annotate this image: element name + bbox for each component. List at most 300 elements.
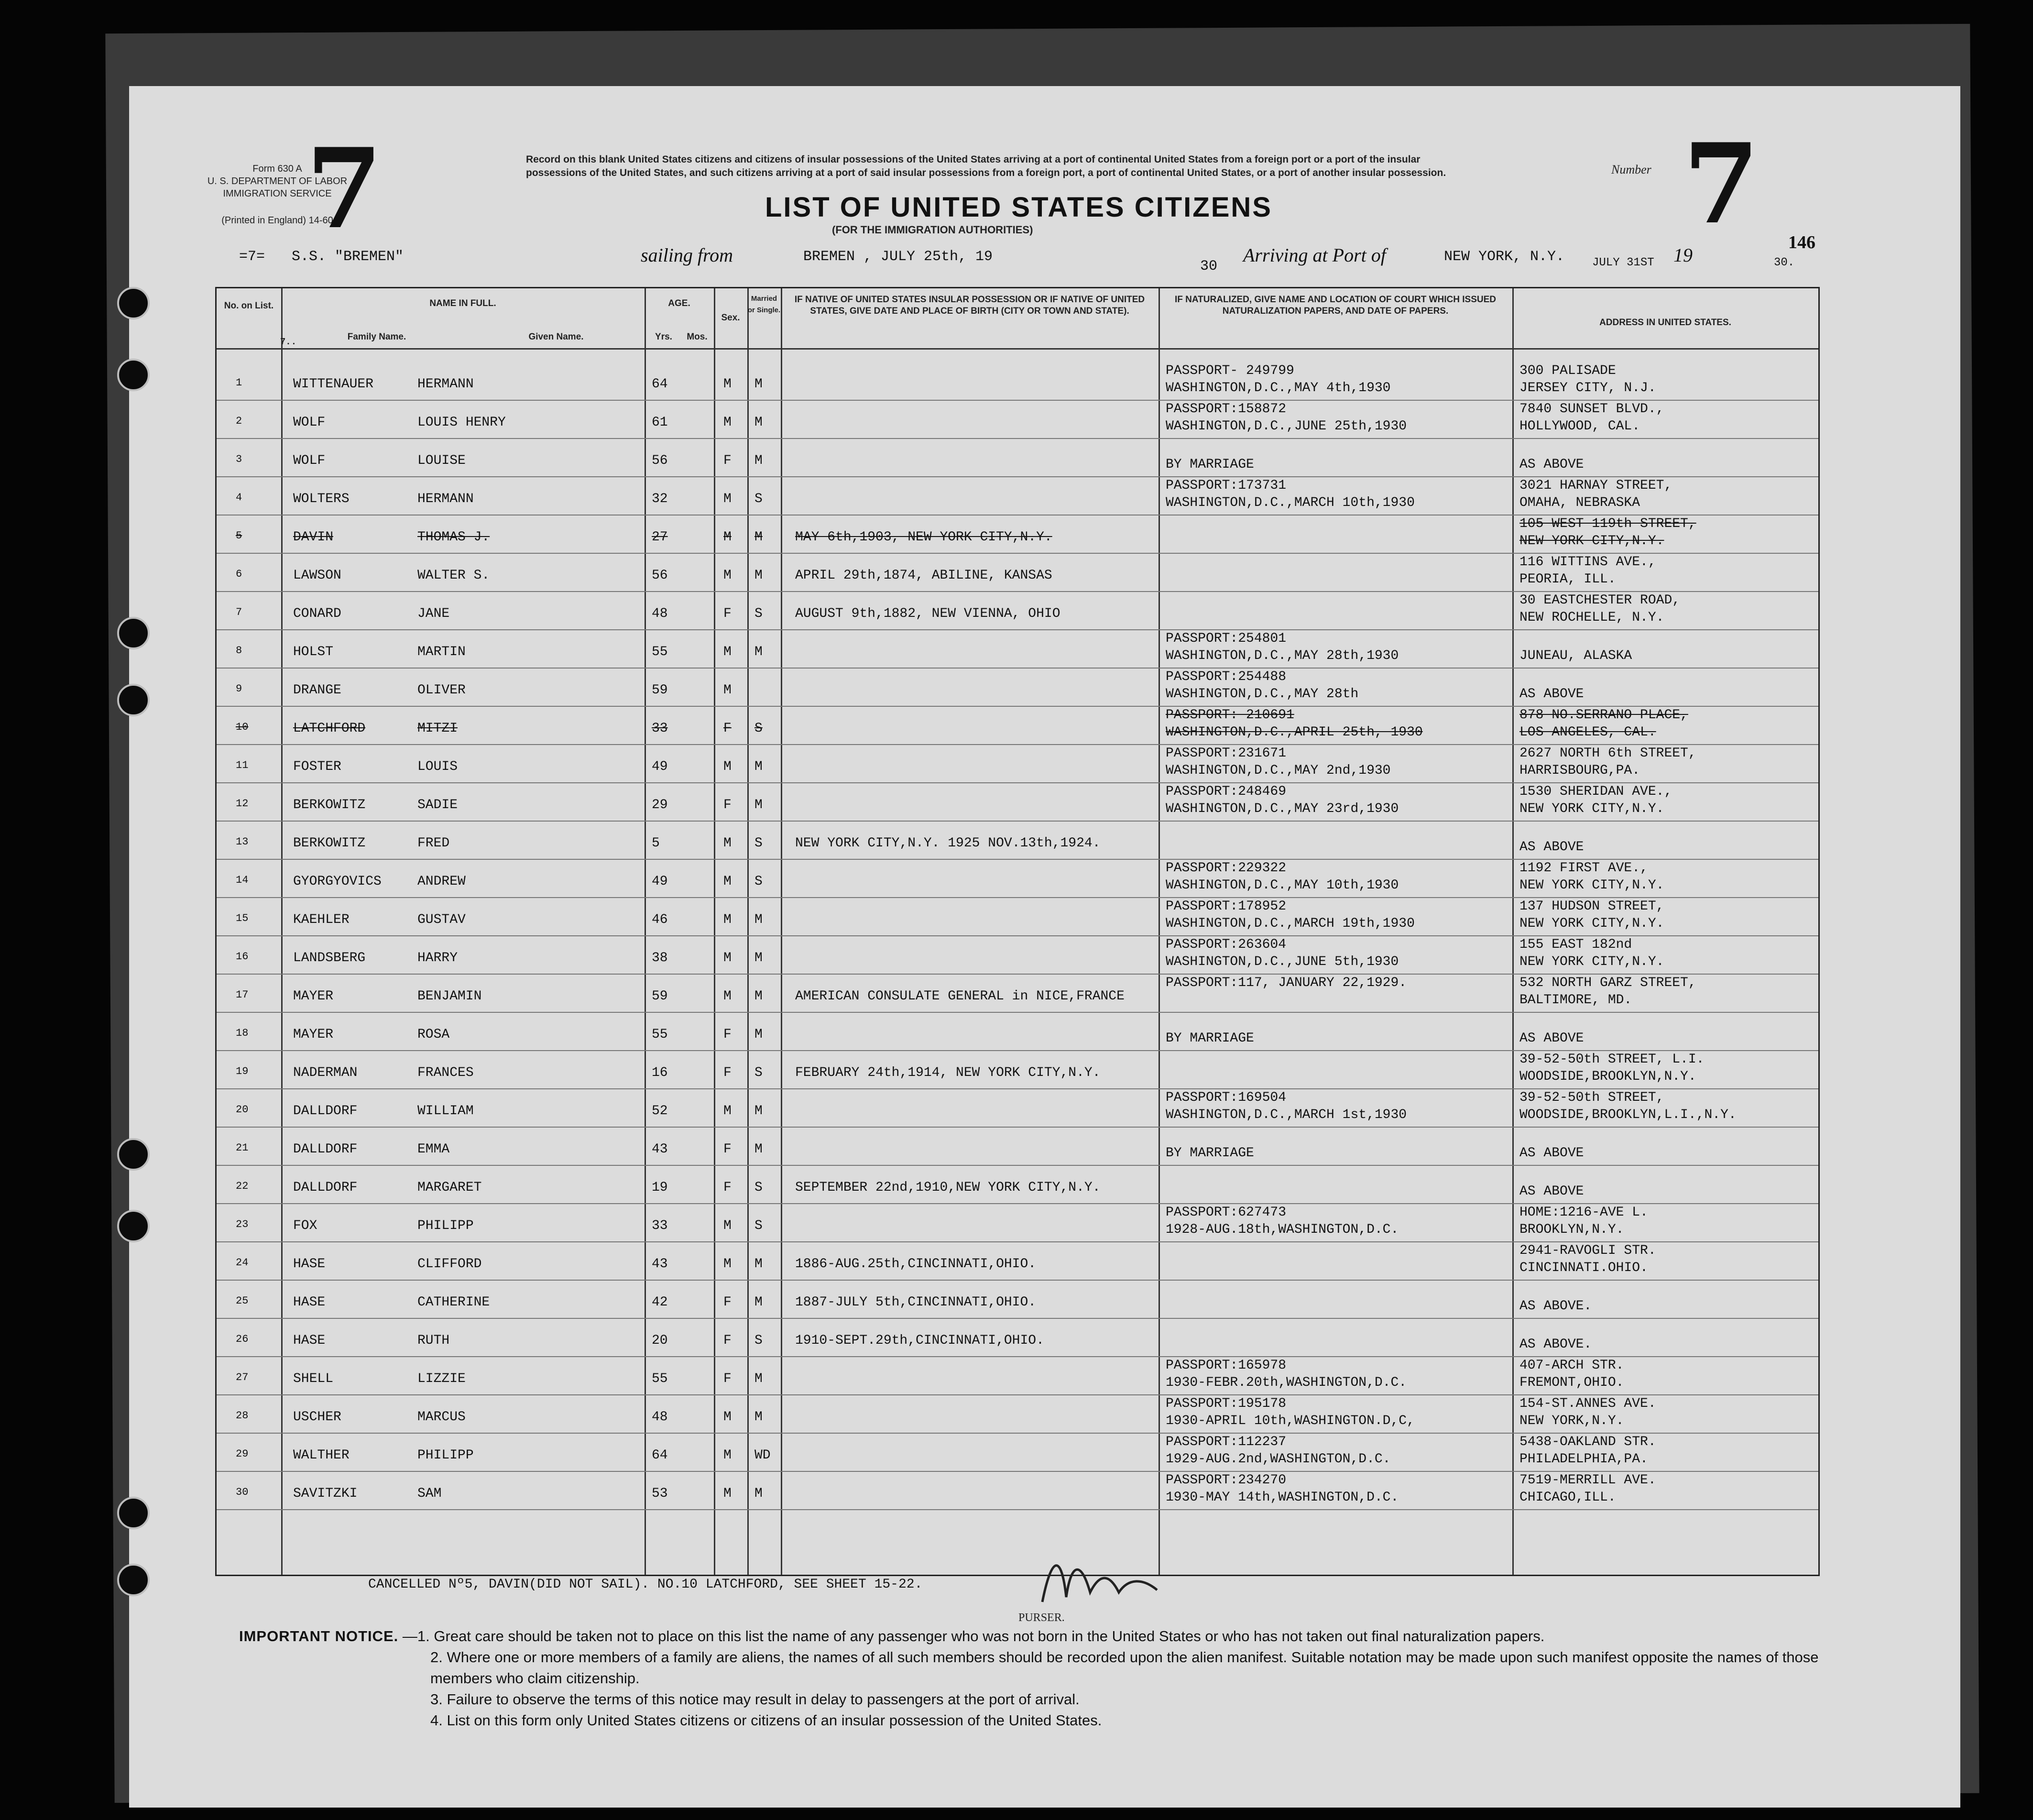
table-row xyxy=(217,1128,1818,1165)
cell-ms: M xyxy=(754,912,763,927)
cancellation-note: CANCELLED Nº5, DAVIN(DID NOT SAIL). NO.10 LATCHFORD, SEE SHEET 15-22. xyxy=(368,1577,923,1592)
cell-addr2: CHICAGO,ILL. xyxy=(1519,1490,1616,1505)
cell-sex: F xyxy=(723,1065,732,1080)
voyage-line xyxy=(239,244,1817,274)
cell-addr1: HOME:1216-AVE L. xyxy=(1519,1205,1648,1220)
arrival-year: 30. xyxy=(1774,256,1795,269)
cell-nat2: WASHINGTON,D.C.,JUNE 25th,1930 xyxy=(1166,419,1407,434)
cell-birth: 1886-AUG.25th,CINCINNATI,OHIO. xyxy=(795,1257,1037,1272)
cell-sex: F xyxy=(723,1142,732,1157)
cell-addr2: AS ABOVE. xyxy=(1519,1299,1592,1314)
col-no: No. on List. xyxy=(224,301,274,311)
cell-given: WILLIAM xyxy=(417,1104,474,1118)
cell-nat1: PASSPORT:158872 xyxy=(1166,402,1287,417)
cell-given: BENJAMIN xyxy=(417,989,482,1004)
cell-age: 32 xyxy=(652,492,668,506)
cell-addr2: CINCINNATI.OHIO. xyxy=(1519,1261,1648,1275)
table-row xyxy=(217,1013,1818,1050)
table-row xyxy=(217,1472,1818,1509)
cell-given: HERMANN xyxy=(417,377,474,392)
table-row xyxy=(217,439,1818,476)
notice-item-1: —1. Great care should be taken not to place on this list the name of any passenger who was not born in the United States or who has not taken out final naturalization papers. xyxy=(402,1628,1545,1645)
cell-sex: M xyxy=(723,1104,732,1118)
cell-ms: M xyxy=(754,1027,763,1042)
cell-n: 21 xyxy=(236,1142,249,1154)
punch-hole xyxy=(117,1497,150,1529)
handwritten-number-right: 7 xyxy=(1683,120,1760,249)
voyage-prefix: =7= xyxy=(239,249,265,265)
sailing-year: 30 xyxy=(1200,258,1218,274)
cell-n: 25 xyxy=(236,1295,249,1307)
purser-label: PURSER. xyxy=(1018,1612,1065,1624)
table-row xyxy=(217,975,1818,1012)
cell-sex: M xyxy=(723,1448,732,1463)
cell-addr2: BROOKLYN,N.Y. xyxy=(1519,1222,1624,1237)
cell-nat2: WASHINGTON,D.C.,JUNE 5th,1930 xyxy=(1166,954,1399,969)
cell-n: 10 xyxy=(236,721,249,733)
page-title: LIST OF UNITED STATES CITIZENS xyxy=(765,192,1272,223)
notice-item-3: 3. Failure to observe the terms of this notice may result in delay to passengers at the port of arrival. xyxy=(430,1691,1080,1708)
punch-hole xyxy=(117,617,150,649)
col-native: IF NATIVE OF UNITED STATES INSULAR POSSESSION OR IF NATIVE OF UNITED STATES, GIVE DATE AND PLACE OF BIRTH (CITY OR TOWN AND STATE). xyxy=(794,295,1145,316)
cell-addr1: 137 HUDSON STREET, xyxy=(1519,899,1664,914)
cell-addr2: HOLLYWOOD, CAL. xyxy=(1519,419,1640,434)
cell-age: 56 xyxy=(652,568,668,583)
cell-addr1: 1192 FIRST AVE., xyxy=(1519,861,1648,876)
cell-addr2: BALTIMORE, MD. xyxy=(1519,993,1632,1008)
table-row xyxy=(217,1166,1818,1203)
cell-n: 13 xyxy=(236,836,249,848)
table-row xyxy=(217,401,1818,438)
purser-signature xyxy=(1033,1545,1176,1619)
table-row xyxy=(217,1281,1818,1318)
cell-given: LOUIS xyxy=(417,759,458,774)
cell-addr2: NEW ROCHELLE, N.Y. xyxy=(1519,610,1664,625)
cell-nat1: PASSPORT:627473 xyxy=(1166,1205,1287,1220)
cell-family: HASE xyxy=(293,1295,326,1310)
service-name: IMMIGRATION SERVICE xyxy=(223,188,332,199)
arriving-label: Arriving at Port of xyxy=(1243,244,1386,266)
cell-age: 49 xyxy=(652,874,668,889)
cell-age: 56 xyxy=(652,453,668,468)
cell-sex: M xyxy=(723,836,732,851)
cell-ms: M xyxy=(754,759,763,774)
cell-n: 17 xyxy=(236,989,249,1001)
cell-nat1: PASSPORT:165978 xyxy=(1166,1358,1287,1373)
cell-sex: F xyxy=(723,1180,732,1195)
table-row xyxy=(217,515,1818,553)
cell-addr2: NEW YORK CITY,N.Y. xyxy=(1519,916,1664,931)
cell-age: 19 xyxy=(652,1180,668,1195)
col-name: NAME IN FULL. xyxy=(429,298,496,308)
cell-age: 64 xyxy=(652,1448,668,1463)
cell-sex: M xyxy=(723,951,732,965)
cell-sex: F xyxy=(723,798,732,812)
col-married: Married or Single. xyxy=(747,295,781,314)
cell-ms: M xyxy=(754,1295,763,1310)
notice-lead: IMPORTANT NOTICE. xyxy=(239,1628,399,1645)
cell-sex: F xyxy=(723,1333,732,1348)
cell-given: FRED xyxy=(417,836,450,851)
cell-sex: M xyxy=(723,1410,732,1425)
cell-birth: AUGUST 9th,1882, NEW VIENNA, OHIO xyxy=(795,606,1060,621)
cell-sex: M xyxy=(723,874,732,889)
cell-ms: M xyxy=(754,1142,763,1157)
cell-family: WOLTERS xyxy=(293,492,350,506)
cell-nat2: BY MARRIAGE xyxy=(1166,1031,1254,1046)
cell-nat2: WASHINGTON,D.C.,MAY 10th,1930 xyxy=(1166,878,1399,893)
cell-family: WOLF xyxy=(293,415,326,430)
cell-age: 53 xyxy=(652,1486,668,1501)
punch-holes xyxy=(0,0,129,1820)
cell-sex: M xyxy=(723,683,732,698)
cell-nat2: 1929-AUG.2nd,WASHINGTON,D.C. xyxy=(1166,1452,1391,1467)
cell-family: BERKOWITZ xyxy=(293,836,366,851)
cell-n: 4 xyxy=(236,492,242,504)
cell-nat1: PASSPORT:254801 xyxy=(1166,631,1287,646)
table-row xyxy=(217,1357,1818,1394)
cell-addr2: AS ABOVE xyxy=(1519,457,1584,472)
cell-birth: 1910-SEPT.29th,CINCINNATI,OHIO. xyxy=(795,1333,1044,1348)
cell-age: 52 xyxy=(652,1104,668,1118)
sailing-label: sailing from xyxy=(641,244,733,266)
table-row xyxy=(217,592,1818,629)
cell-family: MAYER xyxy=(293,989,334,1004)
cell-given: LIZZIE xyxy=(417,1371,466,1386)
table-row xyxy=(217,707,1818,744)
cell-age: 55 xyxy=(652,1371,668,1386)
cell-nat1: PASSPORT:169504 xyxy=(1166,1090,1287,1105)
cell-family: NADERMAN xyxy=(293,1065,358,1080)
cell-nat2: WASHINGTON,D.C.,MARCH 19th,1930 xyxy=(1166,916,1415,931)
cell-family: HOLST xyxy=(293,645,334,659)
cell-sex: M xyxy=(723,415,732,430)
cell-given: RUTH xyxy=(417,1333,450,1348)
cell-family: WALTHER xyxy=(293,1448,350,1463)
print-note: (Printed in England) 14-60 xyxy=(221,215,333,226)
cell-nat1: PASSPORT:231671 xyxy=(1166,746,1287,761)
cell-age: 20 xyxy=(652,1333,668,1348)
cell-addr2: AS ABOVE xyxy=(1519,1031,1584,1046)
cell-addr1: 7840 SUNSET BLVD., xyxy=(1519,402,1664,417)
table-row xyxy=(217,822,1818,859)
cell-family: DALLDORF xyxy=(293,1104,358,1118)
cell-addr1: 2941-RAVOGLI STR. xyxy=(1519,1243,1656,1258)
table-row xyxy=(217,783,1818,821)
cell-ms: M xyxy=(754,1257,763,1272)
cell-n: 5 xyxy=(236,530,242,542)
cell-family: LAWSON xyxy=(293,568,341,583)
cell-ms: M xyxy=(754,989,763,1004)
cell-ms: S xyxy=(754,1333,763,1348)
cell-addr1: 407-ARCH STR. xyxy=(1519,1358,1624,1373)
cell-age: 55 xyxy=(652,1027,668,1042)
cell-given: WALTER S. xyxy=(417,568,490,583)
cell-given: JANE xyxy=(417,606,450,621)
cell-ms: M xyxy=(754,568,763,583)
col-naturalized: IF NATURALIZED, GIVE NAME AND LOCATION OF COURT WHICH ISSUED NATURALIZATION PAPERS, AND DATE OF PAPERS. xyxy=(1174,295,1496,316)
cell-n: 8 xyxy=(236,645,242,657)
sailing-from: BREMEN , JULY 25th, 19 xyxy=(803,249,993,265)
cell-age: 55 xyxy=(652,645,668,659)
punch-hole xyxy=(117,1564,150,1596)
cell-given: HERMANN xyxy=(417,492,474,506)
cell-age: 59 xyxy=(652,683,668,698)
table-row xyxy=(217,1089,1818,1127)
cell-addr1: 5438-OAKLAND STR. xyxy=(1519,1435,1656,1449)
cell-given: PHILIPP xyxy=(417,1218,474,1233)
cell-nat2: 1930-MAY 14th,WASHINGTON,D.C. xyxy=(1166,1490,1399,1505)
arrival-date: JULY 31ST xyxy=(1592,256,1654,269)
cell-n: 28 xyxy=(236,1410,249,1422)
cell-given: HARRY xyxy=(417,951,458,965)
cell-ms: M xyxy=(754,530,763,545)
table-row xyxy=(217,477,1818,515)
cell-nat1: PASSPORT:229322 xyxy=(1166,861,1287,876)
table-row xyxy=(217,669,1818,706)
cell-sex: M xyxy=(723,1257,732,1272)
cell-given: CLIFFORD xyxy=(417,1257,482,1272)
table-row xyxy=(217,1395,1818,1433)
cell-age: 43 xyxy=(652,1142,668,1157)
cell-given: OLIVER xyxy=(417,683,466,698)
cell-given: LOUISE xyxy=(417,453,466,468)
cell-sex: M xyxy=(723,1486,732,1501)
cell-family: HASE xyxy=(293,1257,326,1272)
cell-ms: M xyxy=(754,453,763,468)
cell-addr2: AS ABOVE xyxy=(1519,1184,1584,1199)
cell-family: MAYER xyxy=(293,1027,334,1042)
cell-n: 14 xyxy=(236,874,249,886)
cell-family: FOX xyxy=(293,1218,317,1233)
cell-nat2: 1930-APRIL 10th,WASHINGTON.D,C, xyxy=(1166,1414,1415,1428)
table-row xyxy=(217,936,1818,974)
cell-sex: F xyxy=(723,453,732,468)
cell-n: 1 xyxy=(236,377,242,389)
cell-family: SHELL xyxy=(293,1371,334,1386)
cell-nat2: BY MARRIAGE xyxy=(1166,1146,1254,1161)
cell-sex: F xyxy=(723,1371,732,1386)
cell-given: GUSTAV xyxy=(417,912,466,927)
cell-ms: M xyxy=(754,377,763,392)
cell-age: 43 xyxy=(652,1257,668,1272)
cell-age: 59 xyxy=(652,989,668,1004)
cell-addr2: HARRISBOURG,PA. xyxy=(1519,763,1640,778)
cell-addr1: 2627 NORTH 6th STREET, xyxy=(1519,746,1696,761)
cell-family: DRANGE xyxy=(293,683,341,698)
cell-sex: M xyxy=(723,377,732,392)
cell-given: EMMA xyxy=(417,1142,450,1157)
cell-n: 24 xyxy=(236,1257,249,1269)
cell-n: 6 xyxy=(236,568,242,580)
cell-nat1: PASSPORT:234270 xyxy=(1166,1473,1287,1488)
cell-family: USCHER xyxy=(293,1410,341,1425)
cell-family: FOSTER xyxy=(293,759,341,774)
cell-age: 64 xyxy=(652,377,668,392)
cell-given: SAM xyxy=(417,1486,442,1501)
cell-addr2: WOODSIDE,BROOKLYN,L.I.,N.Y. xyxy=(1519,1107,1737,1122)
cell-n: 20 xyxy=(236,1104,249,1116)
cell-ms: S xyxy=(754,874,763,889)
cell-nat2: 1930-FEBR.20th,WASHINGTON,D.C. xyxy=(1166,1375,1407,1390)
col-given: Given Name. xyxy=(528,332,584,342)
cell-sex: M xyxy=(723,989,732,1004)
cell-family: GYORGYOVICS xyxy=(293,874,382,889)
cell-nat1: PASSPORT- 249799 xyxy=(1166,363,1294,378)
cell-given: MITZI xyxy=(417,721,458,736)
cell-nat1: PASSPORT:117, JANUARY 22,1929. xyxy=(1166,976,1407,990)
table-row xyxy=(217,630,1818,668)
arrival-port: NEW YORK, N.Y. xyxy=(1444,249,1565,265)
cell-given: ANDREW xyxy=(417,874,466,889)
sheet-number: 146 xyxy=(1788,232,1815,252)
col-age: AGE. xyxy=(668,298,690,308)
ship-name: S.S. "BREMEN" xyxy=(292,249,404,265)
notice-item-4: 4. List on this form only United States citizens or citizens of an insular possession of the United States. xyxy=(430,1712,1102,1729)
cell-age: 33 xyxy=(652,721,668,736)
cell-given: MARCUS xyxy=(417,1410,466,1425)
col-family: Family Name. xyxy=(347,332,406,342)
cell-n: 26 xyxy=(236,1333,249,1345)
cell-addr2: AS ABOVE xyxy=(1519,1146,1584,1161)
cell-ms: M xyxy=(754,1104,763,1118)
cell-ms: M xyxy=(754,1486,763,1501)
cell-addr1: 30 EASTCHESTER ROAD, xyxy=(1519,593,1681,608)
cell-family: LATCHFORD xyxy=(293,721,366,736)
punch-hole xyxy=(117,684,150,716)
cell-addr2: NEW YORK CITY,N.Y. xyxy=(1519,534,1664,548)
table-row xyxy=(217,362,1818,400)
cell-addr1: 105 WEST 119th STREET, xyxy=(1519,516,1696,531)
cell-sex: M xyxy=(723,492,732,506)
cell-family: SAVITZKI xyxy=(293,1486,358,1501)
cell-family: CONARD xyxy=(293,606,341,621)
cell-sex: M xyxy=(723,1218,732,1233)
cell-addr1: 39-52-50th STREET, L.I. xyxy=(1519,1052,1705,1067)
arrival-year-prefix: 19 xyxy=(1673,244,1693,266)
cell-n: 2 xyxy=(236,415,242,427)
cell-ms: S xyxy=(754,1218,763,1233)
cell-nat2: WASHINGTON,D.C.,MARCH 10th,1930 xyxy=(1166,495,1415,510)
table-row xyxy=(217,1319,1818,1356)
cell-nat2: WASHINGTON,D.C.,APRIL 25th, 1930 xyxy=(1166,725,1423,740)
cell-nat1: PASSPORT:112237 xyxy=(1166,1435,1287,1449)
cell-addr2: JERSEY CITY, N.J. xyxy=(1519,381,1656,395)
col-yrs: Yrs. xyxy=(655,332,672,342)
cell-nat1: PASSPORT:254488 xyxy=(1166,669,1287,684)
cell-ms: M xyxy=(754,951,763,965)
cell-n: 23 xyxy=(236,1218,249,1230)
punch-hole xyxy=(117,1138,150,1171)
cell-n: 22 xyxy=(236,1180,249,1192)
punch-hole xyxy=(117,1210,150,1242)
table-row xyxy=(217,554,1818,591)
cell-n: 3 xyxy=(236,453,242,465)
cell-birth: AMERICAN CONSULATE GENERAL in NICE,FRANCE xyxy=(795,989,1125,1004)
cell-given: THOMAS J. xyxy=(417,530,490,545)
punch-hole xyxy=(117,287,150,319)
cell-nat1: PASSPORT:173731 xyxy=(1166,478,1287,493)
cell-n: 11 xyxy=(236,759,249,771)
cell-family: DALLDORF xyxy=(293,1142,358,1157)
form-number: Form 630 A xyxy=(252,164,302,174)
cell-ms: M xyxy=(754,1371,763,1386)
cell-age: 48 xyxy=(652,1410,668,1425)
cell-addr2: AS ABOVE xyxy=(1519,840,1584,855)
cell-age: 46 xyxy=(652,912,668,927)
cell-birth: NEW YORK CITY,N.Y. 1925 NOV.13th,1924. xyxy=(795,836,1101,851)
cell-addr2: NEW YORK CITY,N.Y. xyxy=(1519,801,1664,816)
cell-addr2: FREMONT,OHIO. xyxy=(1519,1375,1624,1390)
cell-addr2: NEW YORK CITY,N.Y. xyxy=(1519,878,1664,893)
col-sex: Sex. xyxy=(721,313,740,323)
table-row xyxy=(217,1051,1818,1088)
cell-ms: WD xyxy=(754,1448,771,1463)
cell-family: BERKOWITZ xyxy=(293,798,366,812)
cell-family: DAVIN xyxy=(293,530,334,545)
cell-ms: S xyxy=(754,836,763,851)
cell-addr2: AS ABOVE. xyxy=(1519,1337,1592,1352)
cell-birth: FEBRUARY 24th,1914, NEW YORK CITY,N.Y. xyxy=(795,1065,1101,1080)
cell-sex: M xyxy=(723,912,732,927)
cell-age: 5 xyxy=(652,836,660,851)
cell-addr1: 3021 HARNAY STREET, xyxy=(1519,478,1672,493)
passenger-table xyxy=(215,287,1820,1576)
cell-given: FRANCES xyxy=(417,1065,474,1080)
cell-sex: M xyxy=(723,759,732,774)
cell-addr2: PEORIA, ILL. xyxy=(1519,572,1616,587)
cell-addr2: PHILADELPHIA,PA. xyxy=(1519,1452,1648,1467)
cell-addr2: AS ABOVE xyxy=(1519,687,1584,702)
cell-n: 7 xyxy=(236,606,242,618)
page-subtitle: (FOR THE IMMIGRATION AUTHORITIES) xyxy=(832,224,1033,236)
cell-family: DALLDORF xyxy=(293,1180,358,1195)
cell-birth: MAY 6th,1903, NEW YORK CITY,N.Y. xyxy=(795,530,1052,545)
table-row xyxy=(217,745,1818,782)
cell-nat1: PASSPORT:263604 xyxy=(1166,937,1287,952)
table-row xyxy=(217,1434,1818,1471)
cell-nat2: WASHINGTON,D.C.,MAY 2nd,1930 xyxy=(1166,763,1391,778)
cell-addr2: NEW YORK,N.Y. xyxy=(1519,1414,1624,1428)
cell-nat2: WASHINGTON,D.C.,MAY 4th,1930 xyxy=(1166,381,1391,395)
cell-addr2: NEW YORK CITY,N.Y. xyxy=(1519,954,1664,969)
cell-n: 27 xyxy=(236,1371,249,1383)
cell-age: 33 xyxy=(652,1218,668,1233)
family-prefix: 7.. xyxy=(280,337,297,347)
cell-ms: S xyxy=(754,492,763,506)
cell-nat1: PASSPORT:178952 xyxy=(1166,899,1287,914)
cell-ms: M xyxy=(754,798,763,812)
cell-addr1: 154-ST.ANNES AVE. xyxy=(1519,1396,1656,1411)
cell-given: ROSA xyxy=(417,1027,450,1042)
cell-addr2: OMAHA, NEBRASKA xyxy=(1519,495,1640,510)
cell-ms: S xyxy=(754,1180,763,1195)
instruction-text: Record on this blank United States citizens and citizens of insular possessions of the United States arriving at a port of continental United States from a foreign port or a port of the insular possessions of the United States, and such citizens arriving at a port of said insular possessions from a foreign port, a port of continental United States, or a port of another insular possession. xyxy=(526,154,1446,178)
cell-nat2: WASHINGTON,D.C.,MARCH 1st,1930 xyxy=(1166,1107,1407,1122)
cell-nat2: WASHINGTON,D.C.,MAY 23rd,1930 xyxy=(1166,801,1399,816)
cell-sex: M xyxy=(723,530,732,545)
important-notice xyxy=(239,1626,1841,1731)
cell-sex: M xyxy=(723,568,732,583)
cell-family: WITTENAUER xyxy=(293,377,374,392)
cell-family: LANDSBERG xyxy=(293,951,366,965)
col-address: ADDRESS IN UNITED STATES. xyxy=(1599,318,1731,328)
cell-addr1: 39-52-50th STREET, xyxy=(1519,1090,1664,1105)
cell-sex: F xyxy=(723,1027,732,1042)
cell-age: 38 xyxy=(652,951,668,965)
cell-addr1: 300 PALISADE xyxy=(1519,363,1616,378)
cell-n: 16 xyxy=(236,951,249,963)
